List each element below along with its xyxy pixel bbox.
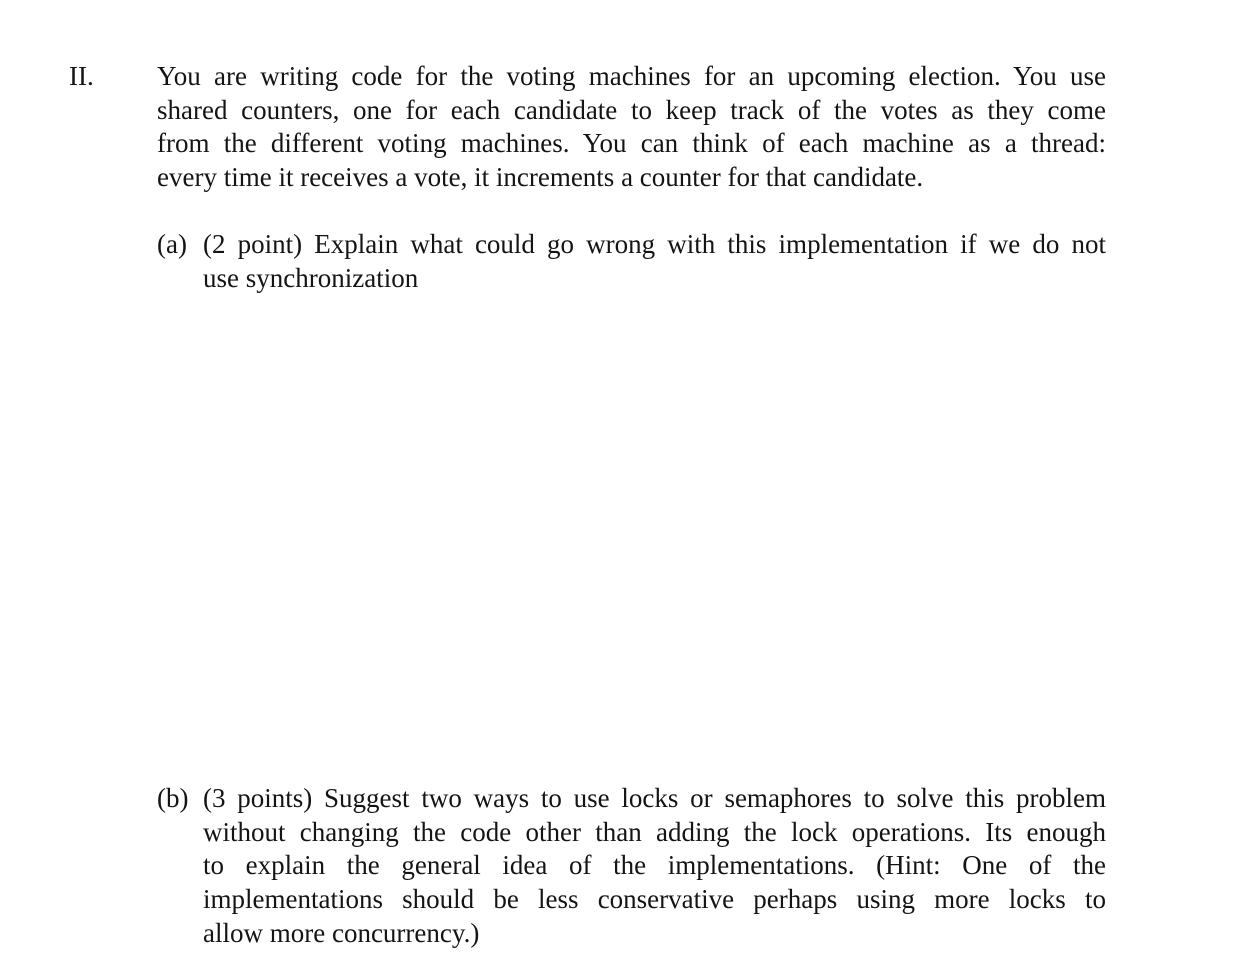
section-number: II.: [69, 61, 94, 91]
question-part-a: [157, 228, 1106, 295]
question-text-line: to explain the general idea of the implementations. (Hint: One of the: [203, 850, 1106, 881]
question-text-line: allow more concurrency.): [203, 917, 480, 948]
question-part-b: [157, 782, 1106, 951]
question-label: (b): [157, 783, 189, 813]
question-text-line: use synchronization: [203, 262, 419, 293]
problem-statement-line: shared counters, one for each candidate to keep track of the votes as they come: [157, 94, 1106, 125]
problem-statement-line: every time it receives a vote, it increments a counter for that candidate.: [157, 162, 924, 193]
question-text-line: without changing the code other than adding the lock operations. Its enough: [203, 816, 1106, 847]
problem-statement-line: You are writing code for the voting machines for an upcoming election. You use: [157, 61, 1106, 91]
problem-statement: [157, 60, 1106, 195]
question-text-line: implementations should be less conservative perhaps using more locks to: [203, 884, 1106, 915]
question-text-line: (3 points) Suggest two ways to use locks or semaphores to solve this problem: [203, 783, 1106, 813]
problem-statement-line: from the different voting machines. You can think of each machine as a thread:: [157, 128, 1106, 159]
question-text-line: (2 point) Explain what could go wrong with this implementation if we do not: [203, 229, 1106, 259]
question-label: (a): [157, 229, 187, 259]
